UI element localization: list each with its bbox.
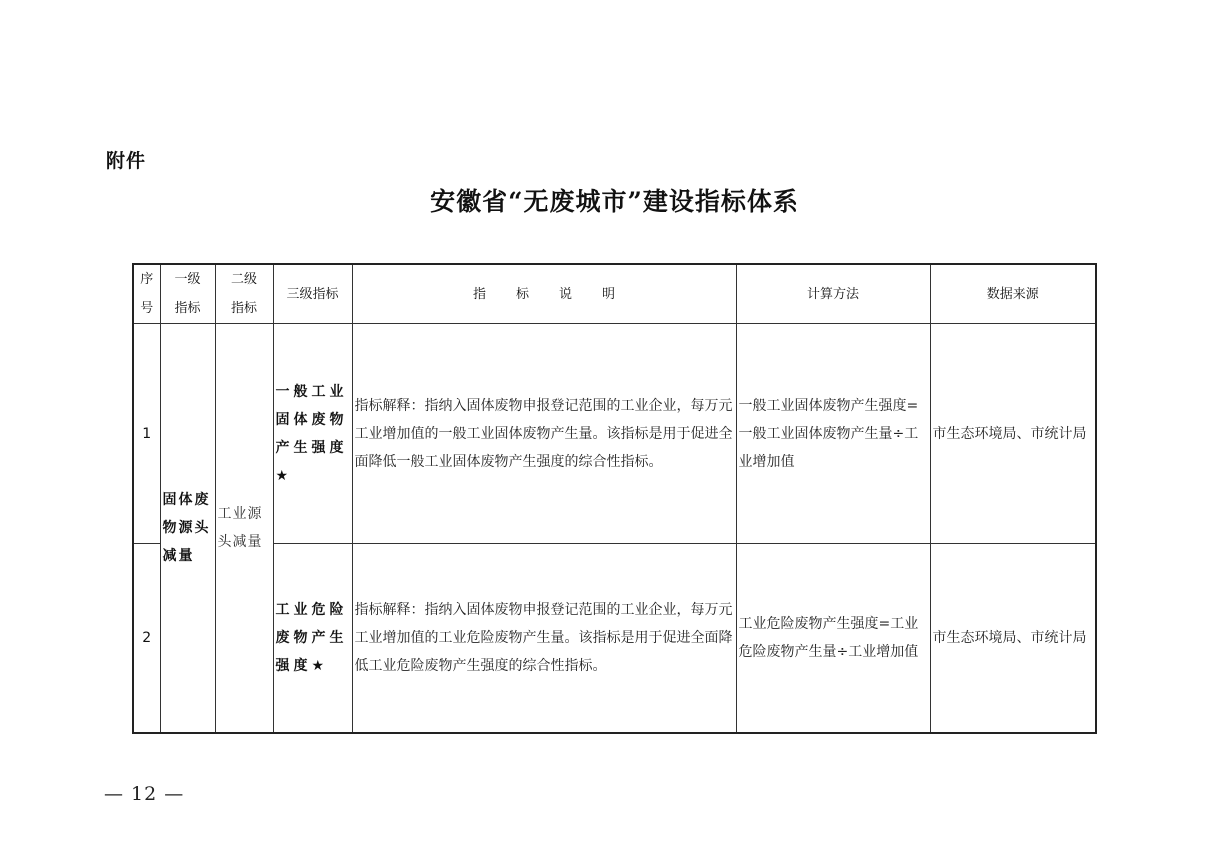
attachment-label: 附件 — [106, 150, 147, 172]
header-level2-line2: 指标 — [230, 301, 257, 316]
header-level1-line2: 指标 — [174, 301, 201, 316]
table-row — [133, 324, 1096, 544]
level1-indicator: 固体废物源头减量 — [160, 324, 215, 734]
document-title — [0, 182, 1227, 218]
header-explanation: 指标说明 — [352, 264, 736, 324]
calculation-method: 工业危险废物产生强度=工业危险废物产生量÷工业增加值 — [736, 544, 930, 734]
table-row — [133, 544, 1096, 734]
page-number: — 12 — — [104, 783, 185, 805]
header-no-line2: 号 — [140, 301, 154, 316]
indicator-explanation: 指标解释：指纳入固体废物申报登记范围的工业企业，每万元工业增加值的工业危险废物产生量。该指标是用于促进全面降低工业危险废物产生强度的综合性指标。 — [352, 544, 736, 734]
header-calculation: 计算方法 — [736, 264, 930, 324]
header-level1-line1: 一级 — [174, 272, 201, 287]
row-number: 1 — [133, 324, 160, 544]
header-level2-line1: 二级 — [230, 272, 257, 287]
header-data-source: 数据来源 — [930, 264, 1096, 324]
row-number: 2 — [133, 544, 160, 734]
header-level1 — [160, 264, 215, 324]
header-level3: 三级指标 — [273, 264, 352, 324]
level3-indicator: 一般工业固体废物产生强度★ — [273, 324, 352, 544]
indicator-table — [132, 263, 1097, 734]
indicator-explanation: 指标解释：指纳入固体废物申报登记范围的工业企业，每万元工业增加值的一般工业固体废物产生量。该指标是用于促进全面降低一般工业固体废物产生强度的综合性指标。 — [352, 324, 736, 544]
data-source: 市生态环境局、市统计局 — [930, 324, 1096, 544]
header-no-line1: 序 — [140, 272, 154, 287]
title-text: 安徽省“无废城市”建设指标体系 — [430, 187, 799, 216]
level3-indicator: 工业危险废物产生强度★ — [273, 544, 352, 734]
data-source: 市生态环境局、市统计局 — [930, 544, 1096, 734]
level2-indicator: 工业源头减量 — [215, 324, 273, 734]
calculation-method: 一般工业固体废物产生强度=一般工业固体废物产生量÷工业增加值 — [736, 324, 930, 544]
header-no — [133, 264, 160, 324]
header-row — [133, 264, 1096, 324]
header-level2 — [215, 264, 273, 324]
